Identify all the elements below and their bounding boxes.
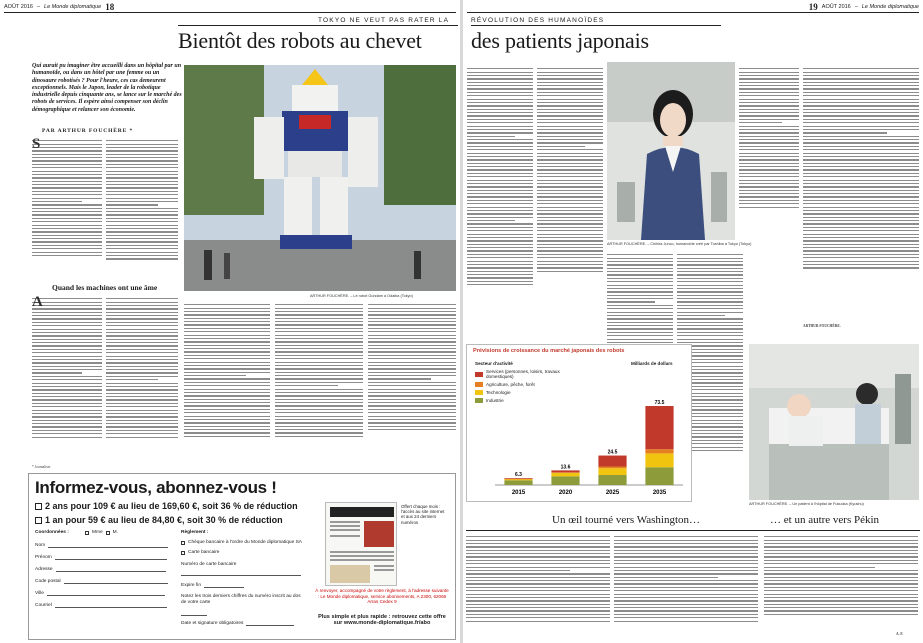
chapo: Qui aurait pu imaginer être accueilli dans un hôpital par un humanoïde, ou dans un hôtel par une femme ou un dinosaure robotisés ? Pour l'heure, ces cas demeurent exceptionnels. Mais le Japon, leader de la robotique industrielle depuis cinquante ans, se lance sur le marché des robots de services. Il espère ainsi compenser son déclin démographique et relancer son économie.	[32, 63, 182, 113]
expire-row	[181, 582, 244, 588]
bar-2035-series-2	[645, 453, 673, 467]
nom-label: Nom	[35, 542, 46, 548]
chart-plot	[467, 345, 691, 501]
coordonnees-label: Coordonnées :	[35, 530, 69, 535]
carte-row	[181, 550, 219, 555]
prenom-label: Prénom	[35, 554, 52, 560]
folio-rule-right	[467, 12, 919, 13]
footnote: * Journaliste.	[32, 465, 52, 469]
left-folio: AOÛT 2016 – Le Monde diplomatique 18	[4, 2, 115, 12]
crypto-field[interactable]	[181, 610, 207, 616]
pekin-title: … et un autre vers Pékin	[770, 514, 880, 526]
byline: PAR ARTHUR FOUCHÈRE *	[42, 128, 134, 134]
subhead: Quand les machines ont une âme	[52, 283, 158, 292]
adresse-field[interactable]	[56, 566, 166, 572]
android-photo	[607, 62, 735, 240]
article-column-10	[739, 66, 799, 244]
gundam-photo	[184, 65, 456, 291]
prenom-field[interactable]	[55, 554, 167, 560]
legend-label-industrie: Industrie	[486, 398, 504, 403]
ad-title: Informez-vous, abonnez-vous !	[35, 478, 277, 497]
reglement-label: Règlement :	[181, 530, 209, 535]
nom-field[interactable]	[48, 542, 168, 548]
offer-1-year-checkbox[interactable]	[35, 517, 42, 524]
folio-date: AOÛT 2016	[4, 4, 33, 10]
bar-2025-series-2	[598, 468, 626, 475]
cheque-checkbox[interactable]	[181, 541, 185, 545]
washington-column-1	[466, 534, 610, 638]
offer-2-years-label: 2 ans pour 109 € au lieu de 169,60 €, soit 36 % de réduction	[45, 501, 298, 511]
ad-online-offer[interactable]: Plus simple et plus rapide : retrouvez cette offre sur www.monde-diplomatique.fr/abo	[318, 614, 446, 626]
bar-2015-series-3	[504, 480, 532, 485]
prenom-row	[35, 554, 167, 560]
expire-label: Expire fin	[181, 582, 201, 588]
x-tick-2035: 2035	[652, 490, 667, 496]
bar-2015-series-0	[504, 478, 532, 479]
legend-label-technologie: Technologie	[486, 390, 511, 395]
bar-2025-series-1	[598, 467, 626, 469]
total-label-2025: 24.5	[607, 449, 618, 456]
x-tick-2020: 2020	[558, 490, 573, 496]
initials: A. F.	[896, 632, 904, 636]
crypto-label: Notez les trois derniers chiffres du numéro inscrit au dos de votre carte	[181, 594, 301, 605]
kicker-rule-left	[178, 25, 458, 26]
newspaper-cover-icon	[326, 503, 398, 587]
signature-field[interactable]	[246, 620, 294, 626]
article-column-8	[467, 66, 533, 338]
card-number-row	[181, 562, 236, 567]
ville-label: Ville	[35, 590, 44, 596]
article-column-7	[368, 302, 456, 462]
kicker-right: RÉVOLUTION DES HUMANOÏDES	[471, 17, 605, 24]
offer-2-years[interactable]	[35, 501, 298, 511]
bar-2035-series-1	[645, 449, 673, 453]
courriel-field[interactable]	[55, 602, 167, 608]
cp-label: Code postal	[35, 578, 61, 584]
cp-field[interactable]	[64, 578, 168, 584]
courriel-row	[35, 602, 167, 608]
kicker-left: TOKYO NE VEUT PAS RATER LA	[318, 17, 450, 24]
total-label-2035: 73.5	[654, 399, 665, 406]
article-column-6	[275, 302, 363, 462]
adresse-row	[35, 566, 166, 572]
adresse-label: Adresse	[35, 566, 53, 572]
gundam-robot-illustration	[184, 65, 456, 291]
nom-row	[35, 542, 168, 548]
article-column-5	[184, 302, 270, 462]
legend-heading: Secteur d'activité	[475, 361, 513, 366]
total-label-2015: 6.3	[515, 472, 522, 479]
mme-checkbox[interactable]	[85, 531, 89, 535]
left-page	[0, 0, 460, 643]
ville-row	[35, 590, 165, 596]
signature-right: ARTHUR FOUCHÈRE.	[803, 324, 841, 328]
chart-unit: Milliards de dollars	[631, 361, 673, 366]
offer-1-year[interactable]	[35, 515, 283, 525]
date-row	[181, 620, 294, 626]
courriel-label: Courriel	[35, 602, 52, 608]
headline-right: des patients japonais	[471, 28, 649, 53]
folio-paper-right: Le Monde diplomatique	[861, 4, 919, 10]
legend-label-services: Services (personnes, loisirs, travaux domestiques)	[486, 369, 560, 379]
m-checkbox[interactable]	[106, 531, 110, 535]
expire-field[interactable]	[204, 582, 244, 588]
article-column-2	[106, 138, 178, 278]
card-number-label: Numéro de carte bancaire	[181, 562, 237, 567]
photo-caption-left: ARTHUR FOUCHÈRE. – Le robot Gundam à Odaiba (Tokyo)	[310, 294, 413, 298]
card-number-field[interactable]	[181, 570, 301, 576]
text-lines	[32, 140, 102, 256]
article-column-1: S	[32, 138, 102, 278]
cheque-label: Chèque bancaire à l'ordre du Monde diplomatique SA	[188, 540, 302, 545]
bar-2020-series-3	[551, 476, 579, 485]
m-label: M.	[112, 530, 119, 535]
folio-paper: Le Monde diplomatique	[44, 4, 102, 10]
folio-date-right: AOÛT 2016	[821, 4, 851, 10]
bar-2035-series-3	[645, 467, 673, 485]
total-label-2020: 13.6	[560, 464, 571, 471]
carte-checkbox[interactable]	[181, 551, 185, 555]
x-tick-2015: 2015	[511, 490, 526, 496]
chart-title: Prévisions de croissance du marché japonais des robots	[473, 348, 625, 354]
washington-title: Un œil tourné vers Washington…	[552, 514, 701, 526]
article-column-3: A	[32, 296, 102, 464]
photo-caption-right: ARTHUR FOUCHÈRE. – Chihira Junco, humanoïde créé par Toshiba à Tokyo (Tokyo)	[607, 242, 752, 246]
robot-market-chart	[466, 344, 692, 502]
article-column-9	[537, 66, 603, 338]
band-rule	[466, 530, 920, 531]
bar-2025-series-0	[598, 456, 626, 467]
subscription-ad	[28, 473, 456, 640]
cheque-row	[181, 540, 302, 545]
folio-number: 18	[105, 2, 115, 12]
ad-return-address: À renvoyer, accompagné de votre règlement, à l'adresse suivante : Le Monde diplomatique, service abonnements, A 2300, 62066 Arras Cedex 9	[315, 588, 449, 605]
carte-label: Carte bancaire	[188, 550, 220, 555]
headline-left: Bientôt des robots au chevet	[178, 28, 422, 53]
mme-label: Mme	[92, 530, 103, 535]
bar-2035-series-0	[645, 406, 673, 449]
offer-1-year-label: 1 an pour 59 € au lieu de 84,80 €, soit 30 % de réduction	[45, 515, 283, 525]
kicker-rule-right	[471, 25, 721, 26]
x-tick-2025: 2025	[605, 490, 620, 496]
photo2-caption: ARTHUR FOUCHÈRE. – Un patient à l'hôpital de Fukuoka (Kyushu)	[749, 502, 864, 506]
article-column-11	[803, 66, 919, 320]
bar-2020-series-2	[551, 473, 579, 477]
cp-row	[35, 578, 168, 584]
title-choice	[85, 530, 118, 535]
pekin-column	[764, 534, 918, 630]
legend-label-agriculture: Agriculture, pêche, forêt	[486, 382, 535, 387]
monde-diplomatique-cover	[325, 502, 397, 586]
android-woman-illustration	[607, 62, 735, 240]
folio-number-right: 19	[808, 2, 818, 12]
bar-2020-series-0	[551, 470, 579, 472]
ville-field[interactable]	[47, 590, 165, 596]
right-folio: 19 AOÛT 2016 – Le Monde diplomatique	[808, 2, 919, 12]
hospital-photo	[749, 344, 919, 500]
bar-2025-series-3	[598, 475, 626, 485]
washington-column-2	[614, 534, 758, 638]
folio-rule	[4, 12, 456, 13]
article-column-4	[106, 296, 178, 464]
offer-2-years-checkbox[interactable]	[35, 503, 42, 510]
promo-tagline: Offert chaque mois : l'accès au site internet et aux 24 derniers numéros	[401, 504, 445, 525]
date-label: Date et signature obligatoires	[181, 620, 244, 626]
hospital-scene-illustration	[749, 344, 919, 500]
